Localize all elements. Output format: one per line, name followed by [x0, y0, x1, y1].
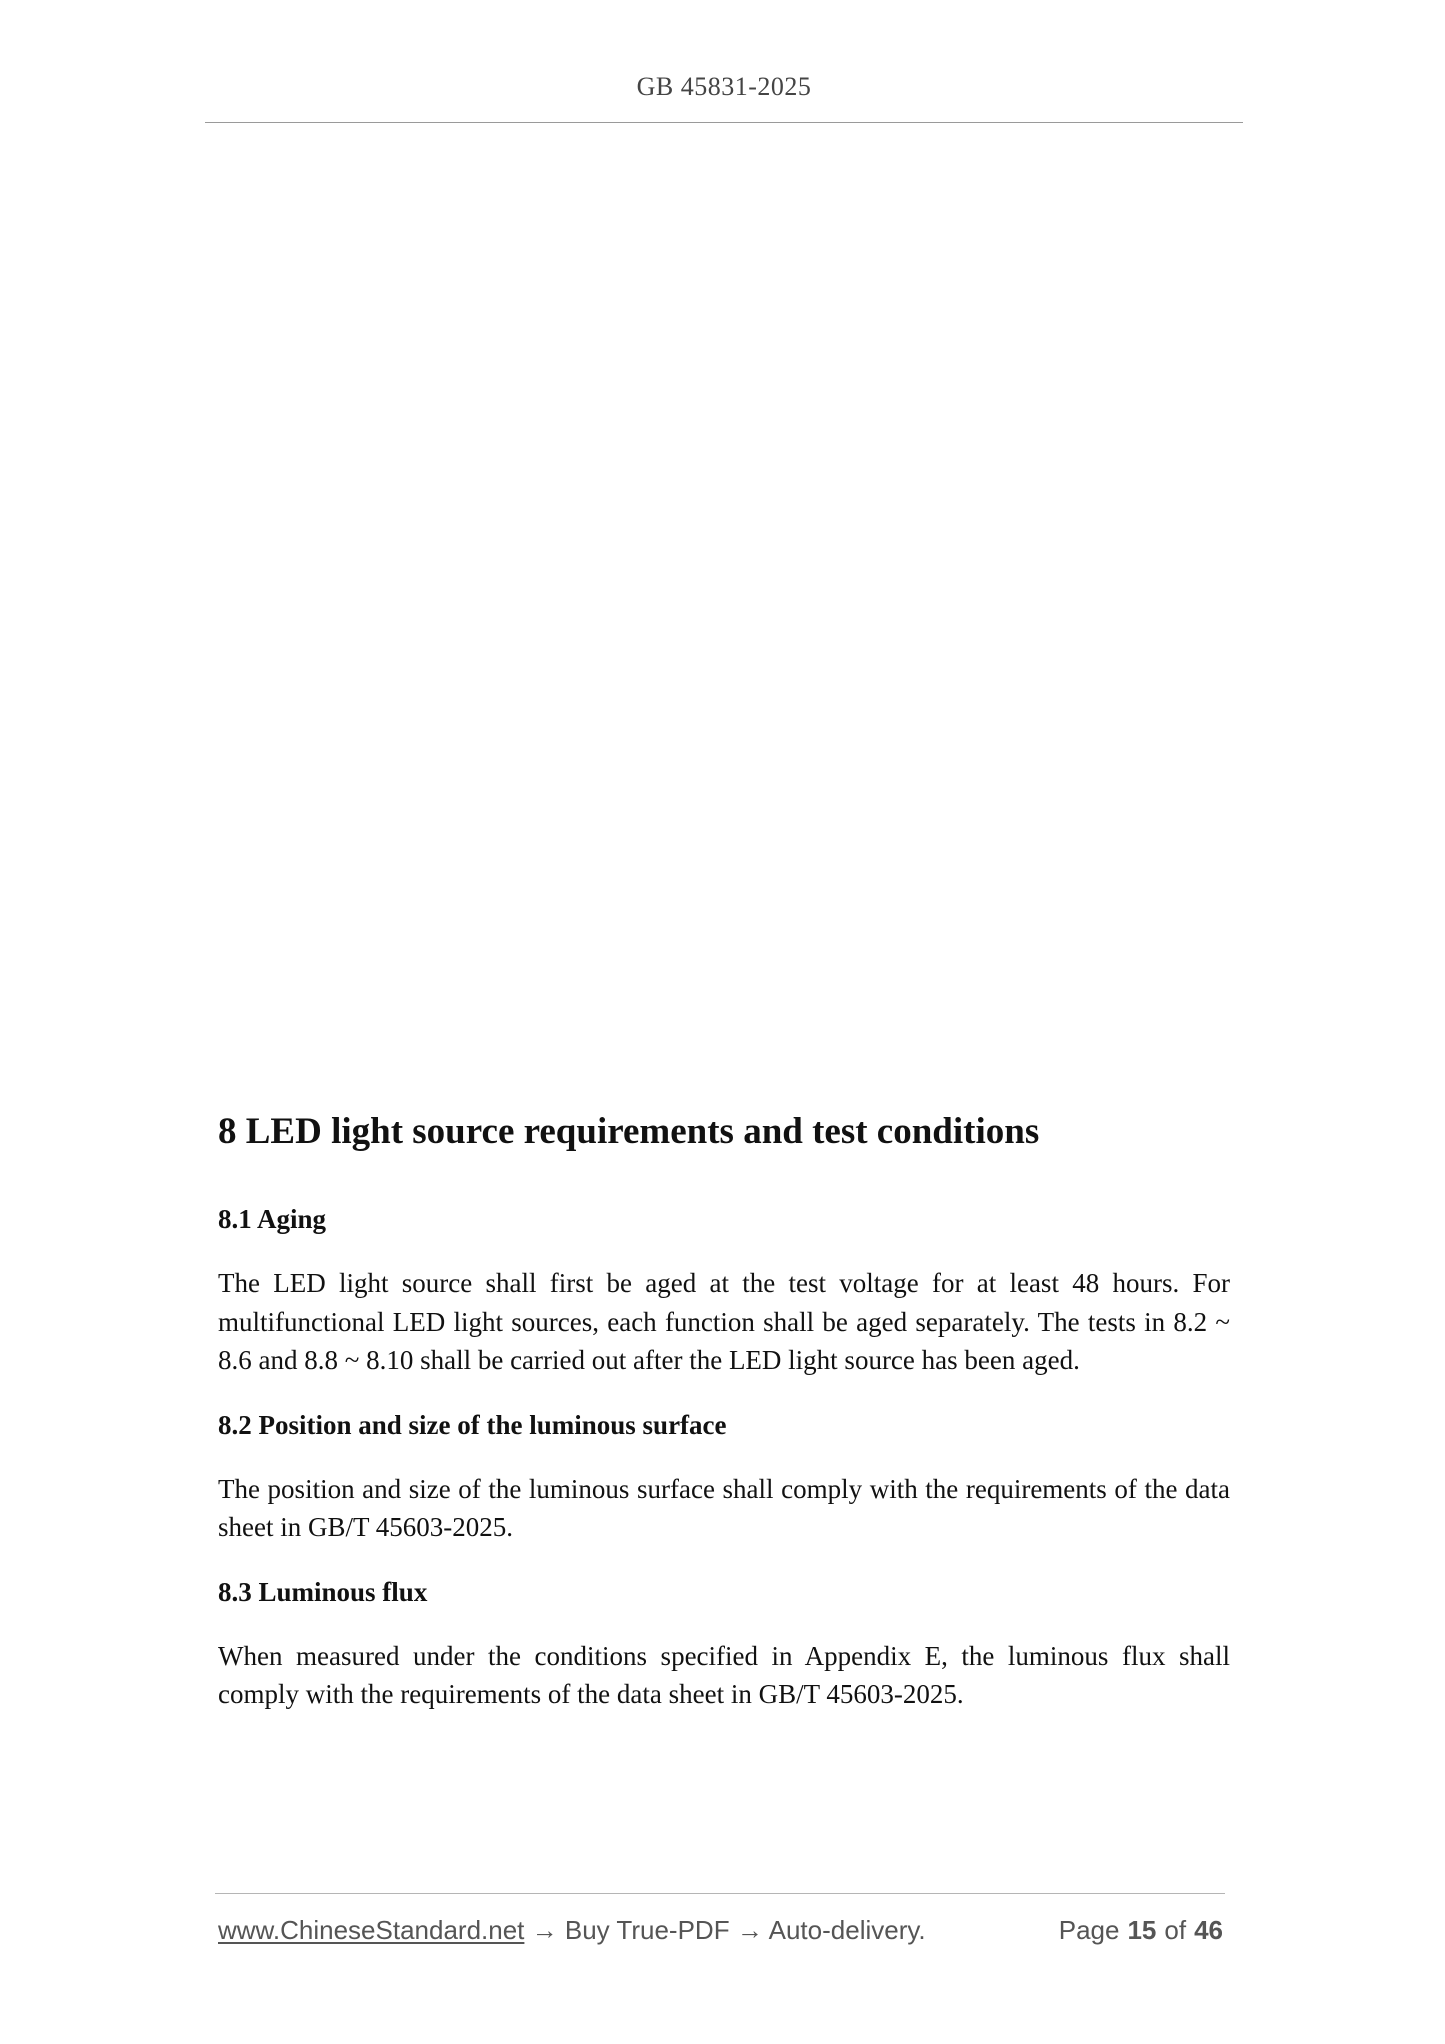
subsection-heading-luminous-flux: 8.3 Luminous flux [218, 1576, 428, 1607]
footer-divider [215, 1893, 1225, 1894]
buy-true-pdf-text: Buy True-PDF [564, 1915, 730, 1945]
document-code-header: GB 45831-2025 [636, 72, 812, 101]
current-page-number: 15 [1127, 1915, 1157, 1945]
arrow-right-icon: → [531, 1915, 558, 1945]
page-content [218, 1108, 1230, 1740]
header-divider [205, 122, 1243, 123]
page-label: Page [1058, 1915, 1120, 1945]
page-number [1059, 1915, 1223, 1946]
page-of-label: of [1164, 1915, 1187, 1945]
section-title: 8 LED light source requirements and test conditions [218, 1111, 1040, 1152]
auto-delivery-text: Auto-delivery. [768, 1915, 926, 1945]
arrow-right-icon: → [736, 1915, 763, 1945]
subsection-text-luminous-surface: The position and size of the luminous surface shall comply with the requirements of the data sheet in GB/T 45603-2025. [218, 1473, 1230, 1542]
website-link[interactable]: www.ChineseStandard.net [218, 1915, 525, 1945]
subsection-text-aging: The LED light source shall first be aged at the test voltage for at least 48 hours. For multifunctional LED light sources, each function shall be aged separately. The tests in 8.2 ~ 8.6 and 8.8 ~ 8.10 shall be carried out after the LED light source has been aged. [218, 1268, 1230, 1375]
page-footer [218, 1915, 1223, 1951]
subsection-heading-luminous-surface: 8.2 Position and size of the luminous surface [218, 1409, 727, 1440]
subsection-heading-aging: 8.1 Aging [218, 1204, 327, 1234]
footer-promo [218, 1915, 926, 1946]
subsection-text-luminous-flux: When measured under the conditions specified in Appendix E, the luminous flux shall comply with the requirements of the data sheet in GB/T 45603-2025. [218, 1640, 1230, 1709]
total-page-number: 46 [1194, 1915, 1223, 1945]
